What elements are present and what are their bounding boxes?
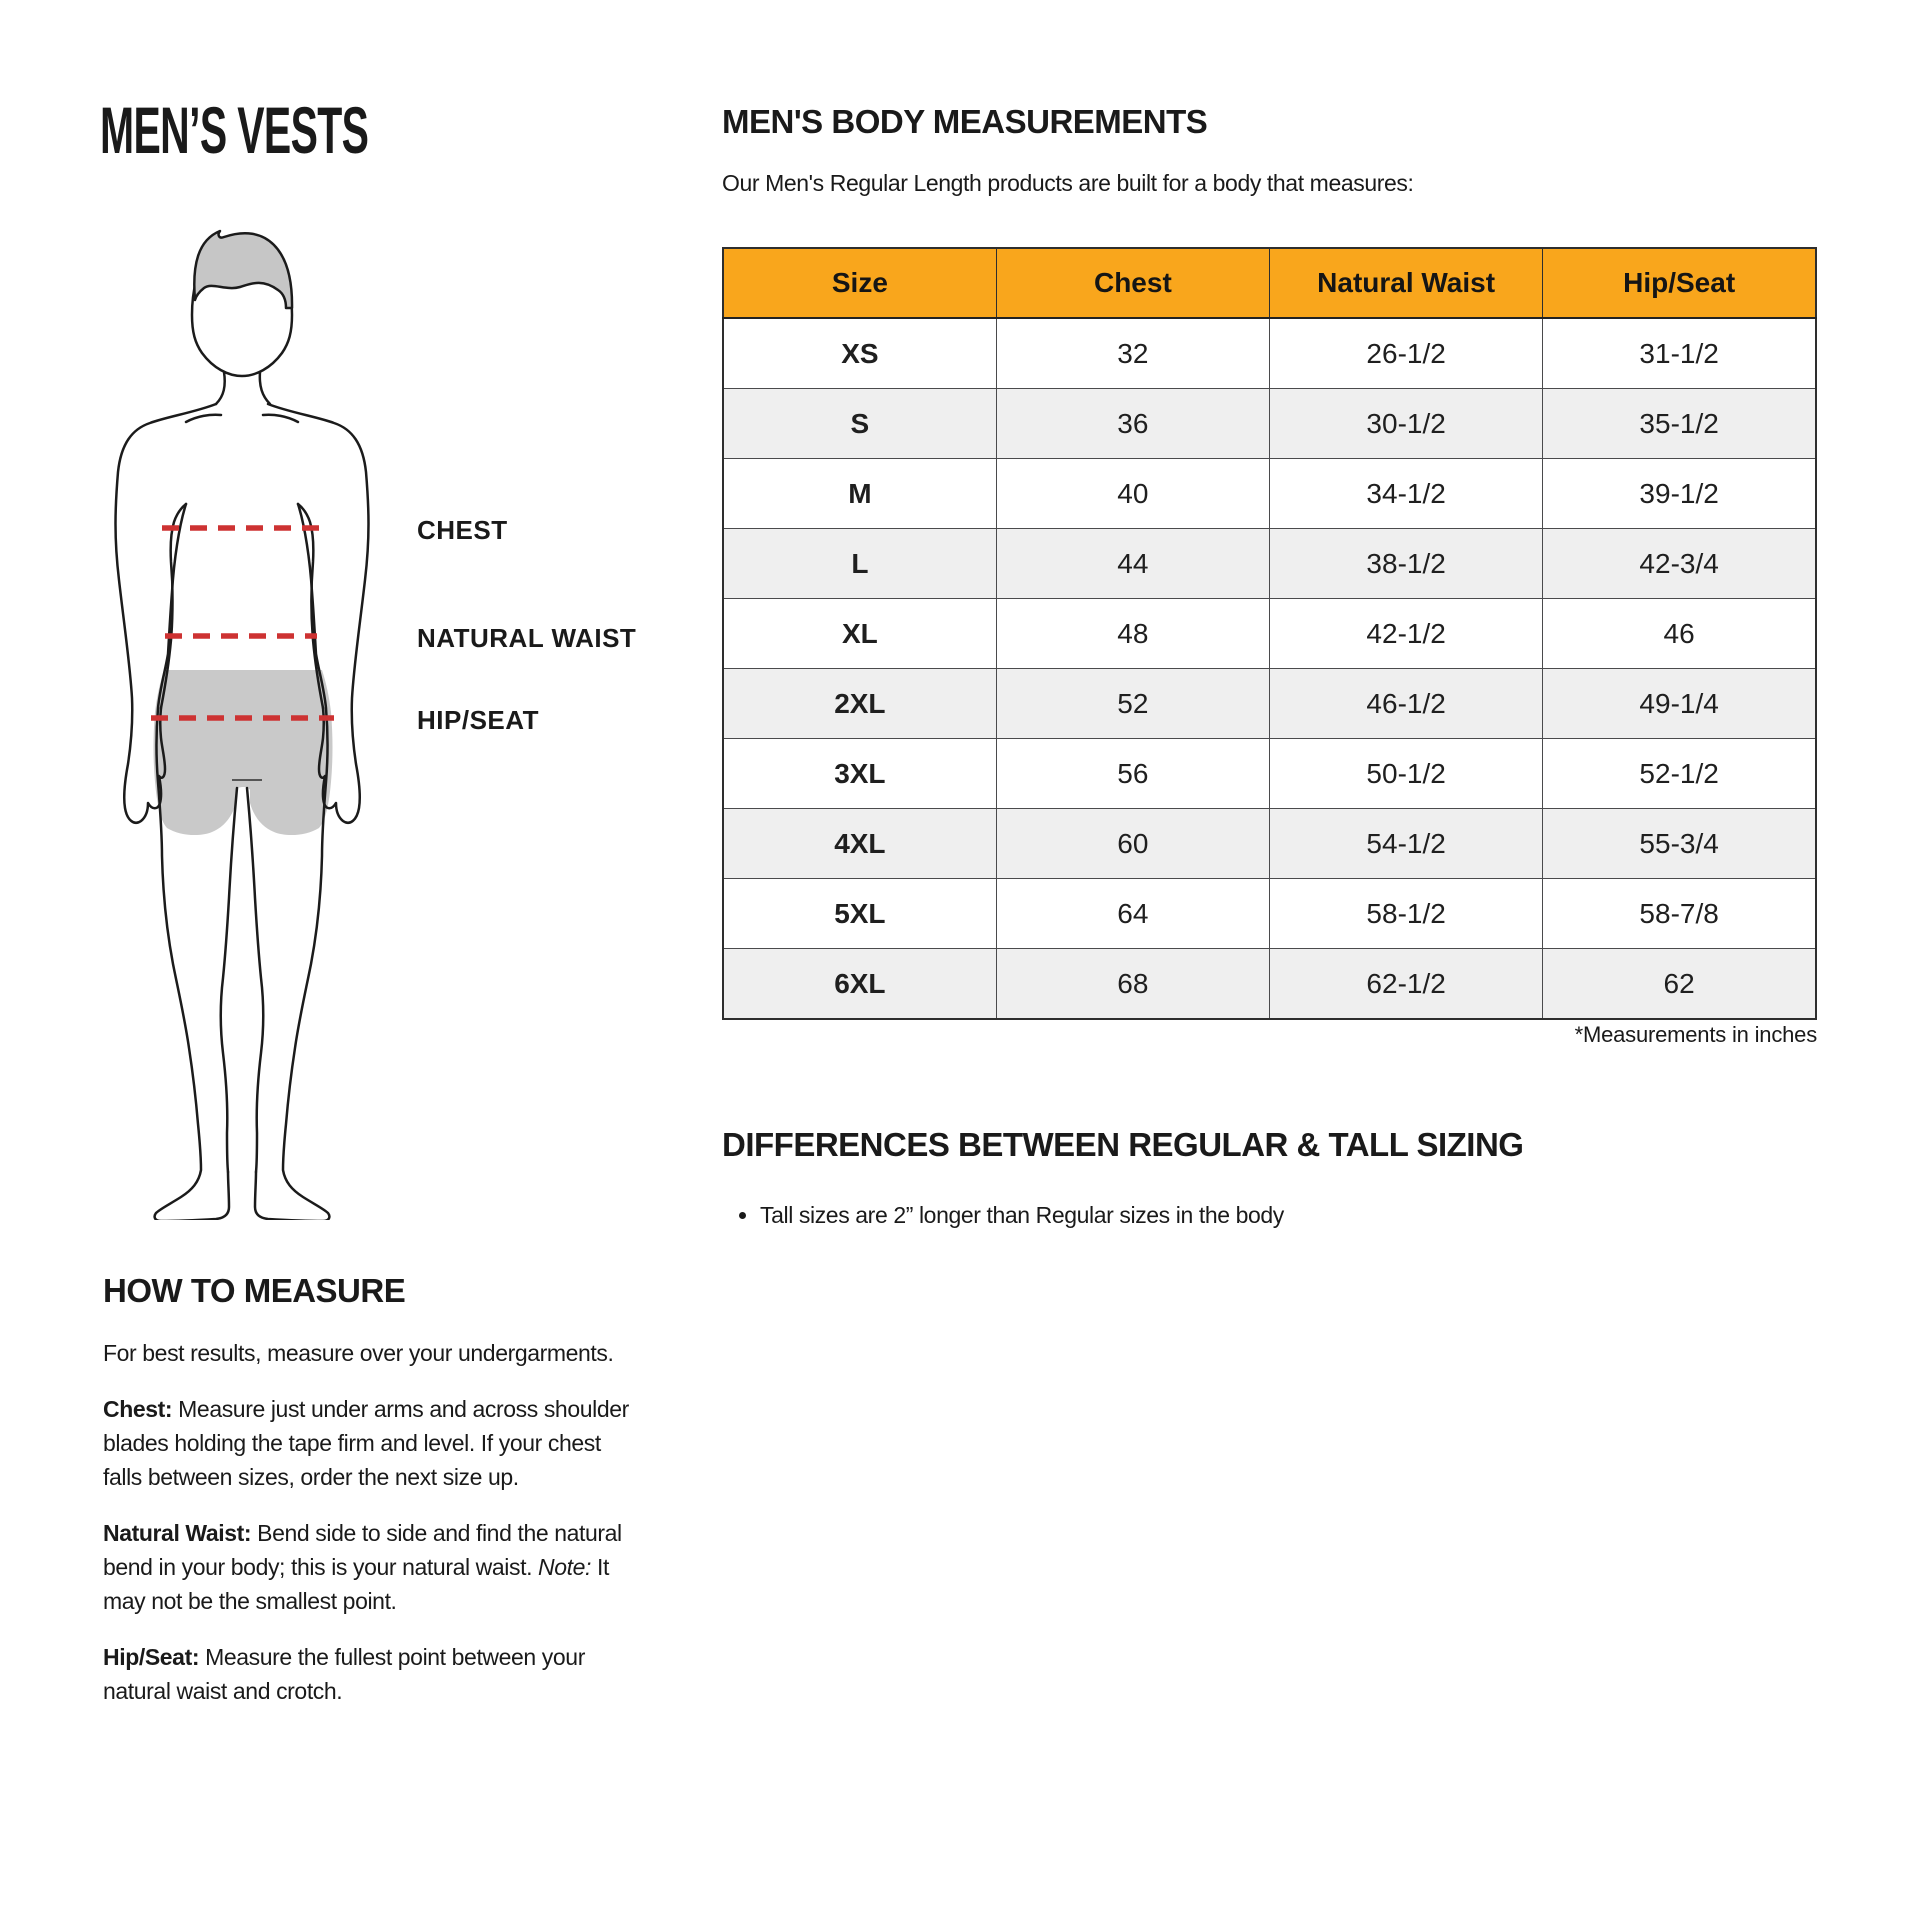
table-cell: S	[723, 389, 996, 459]
table-row	[723, 529, 1816, 599]
table-row	[723, 389, 1816, 459]
chest-instruction-text: Measure just under arms and across shoulder blades holding the tape firm and level. If your chest falls between sizes, order the next size up.	[103, 1396, 629, 1490]
table-cell: 26-1/2	[1270, 318, 1543, 389]
hip-seat-label: HIP/SEAT	[417, 705, 539, 735]
differences-list	[726, 1198, 1284, 1232]
table-cell: 5XL	[723, 879, 996, 949]
table-cell: 39-1/2	[1543, 459, 1816, 529]
table-cell: 52-1/2	[1543, 739, 1816, 809]
measurements-footnote: *Measurements in inches	[1574, 1022, 1817, 1047]
hip-seat-instructions	[103, 1640, 633, 1708]
hip-seat-instruction-text: Measure the fullest point between your natural waist and crotch.	[103, 1644, 585, 1704]
table-cell: 30-1/2	[1270, 389, 1543, 459]
table-row	[723, 949, 1816, 1020]
note-label: Note:	[538, 1554, 592, 1580]
neck-left-line	[216, 372, 225, 404]
natural-waist-instruction-text: Bend side to side and find the natural bend in your body; this is your natural waist.	[103, 1520, 622, 1580]
page-title: MEN’S VESTS	[100, 93, 369, 167]
left-body-leg-outline	[155, 504, 229, 1220]
table-cell: 31-1/2	[1543, 318, 1816, 389]
body-measurements-intro: Our Men's Regular Length products are built for a body that measures:	[722, 170, 1414, 196]
neck-right-line	[260, 372, 270, 404]
right-inner-leg-line	[247, 788, 263, 1172]
table-cell: 4XL	[723, 809, 996, 879]
shorts-shape	[154, 670, 333, 835]
table-cell: 34-1/2	[1270, 459, 1543, 529]
table-cell: 50-1/2	[1270, 739, 1543, 809]
chest-label: CHEST	[417, 515, 508, 545]
column-header: Hip/Seat	[1543, 248, 1816, 318]
table-cell: 44	[996, 529, 1269, 599]
table-cell: 3XL	[723, 739, 996, 809]
table-cell: 55-3/4	[1543, 809, 1816, 879]
table-row	[723, 459, 1816, 529]
table-row	[723, 739, 1816, 809]
table-cell: 46	[1543, 599, 1816, 669]
table-cell: 58-7/8	[1543, 879, 1816, 949]
chest-instruction-label: Chest:	[103, 1396, 173, 1422]
how-to-measure-intro: For best results, measure over your undergarments.	[103, 1340, 614, 1366]
table-row	[723, 809, 1816, 879]
table-cell: 35-1/2	[1543, 389, 1816, 459]
table-cell: 54-1/2	[1270, 809, 1543, 879]
table-cell: 32	[996, 318, 1269, 389]
table-cell: 49-1/4	[1543, 669, 1816, 739]
left-inner-leg-line	[221, 788, 237, 1172]
size-measurements-table	[722, 247, 1817, 1020]
table-cell: 42-3/4	[1543, 529, 1816, 599]
natural-waist-note-text: It may not be the smallest point.	[103, 1554, 610, 1614]
left-clavicle-mark	[186, 415, 221, 422]
table-cell: 2XL	[723, 669, 996, 739]
chest-instructions	[103, 1392, 633, 1494]
column-header: Chest	[996, 248, 1269, 318]
column-header: Natural Waist	[1270, 248, 1543, 318]
table-row	[723, 318, 1816, 389]
table-cell: 46-1/2	[1270, 669, 1543, 739]
differences-heading: DIFFERENCES BETWEEN REGULAR & TALL SIZING	[722, 1126, 1524, 1163]
table-row	[723, 669, 1816, 739]
table-cell: 36	[996, 389, 1269, 459]
table-cell: 42-1/2	[1270, 599, 1543, 669]
column-header: Size	[723, 248, 996, 318]
differences-bullet: • Tall sizes are 2” longer than Regular sizes in the body	[760, 1198, 1284, 1232]
natural-waist-instructions	[103, 1516, 633, 1618]
hip-seat-instruction-label: Hip/Seat:	[103, 1644, 200, 1670]
table-cell: 40	[996, 459, 1269, 529]
table-cell: 62-1/2	[1270, 949, 1543, 1020]
table-cell: M	[723, 459, 996, 529]
table-cell: 6XL	[723, 949, 996, 1020]
body-figure-illustration	[100, 220, 400, 1220]
right-clavicle-mark	[263, 415, 298, 422]
table-cell: XL	[723, 599, 996, 669]
table-cell: 60	[996, 809, 1269, 879]
how-to-measure-section	[103, 1272, 633, 1730]
table-cell: XS	[723, 318, 996, 389]
table-cell: 64	[996, 879, 1269, 949]
table-cell: L	[723, 529, 996, 599]
table-row	[723, 599, 1816, 669]
table-cell: 62	[1543, 949, 1816, 1020]
table-row	[723, 879, 1816, 949]
natural-waist-instruction-label: Natural Waist:	[103, 1520, 252, 1546]
how-to-measure-heading: HOW TO MEASURE	[103, 1272, 406, 1309]
body-measurements-heading: MEN'S BODY MEASUREMENTS	[722, 103, 1208, 140]
table-cell: 56	[996, 739, 1269, 809]
table-cell: 38-1/2	[1270, 529, 1543, 599]
table-cell: 68	[996, 949, 1269, 1020]
table-cell: 48	[996, 599, 1269, 669]
table-header-row	[723, 248, 1816, 318]
natural-waist-label: NATURAL WAIST	[417, 623, 637, 653]
table-cell: 58-1/2	[1270, 879, 1543, 949]
right-body-leg-outline	[255, 504, 329, 1220]
table-cell: 52	[996, 669, 1269, 739]
